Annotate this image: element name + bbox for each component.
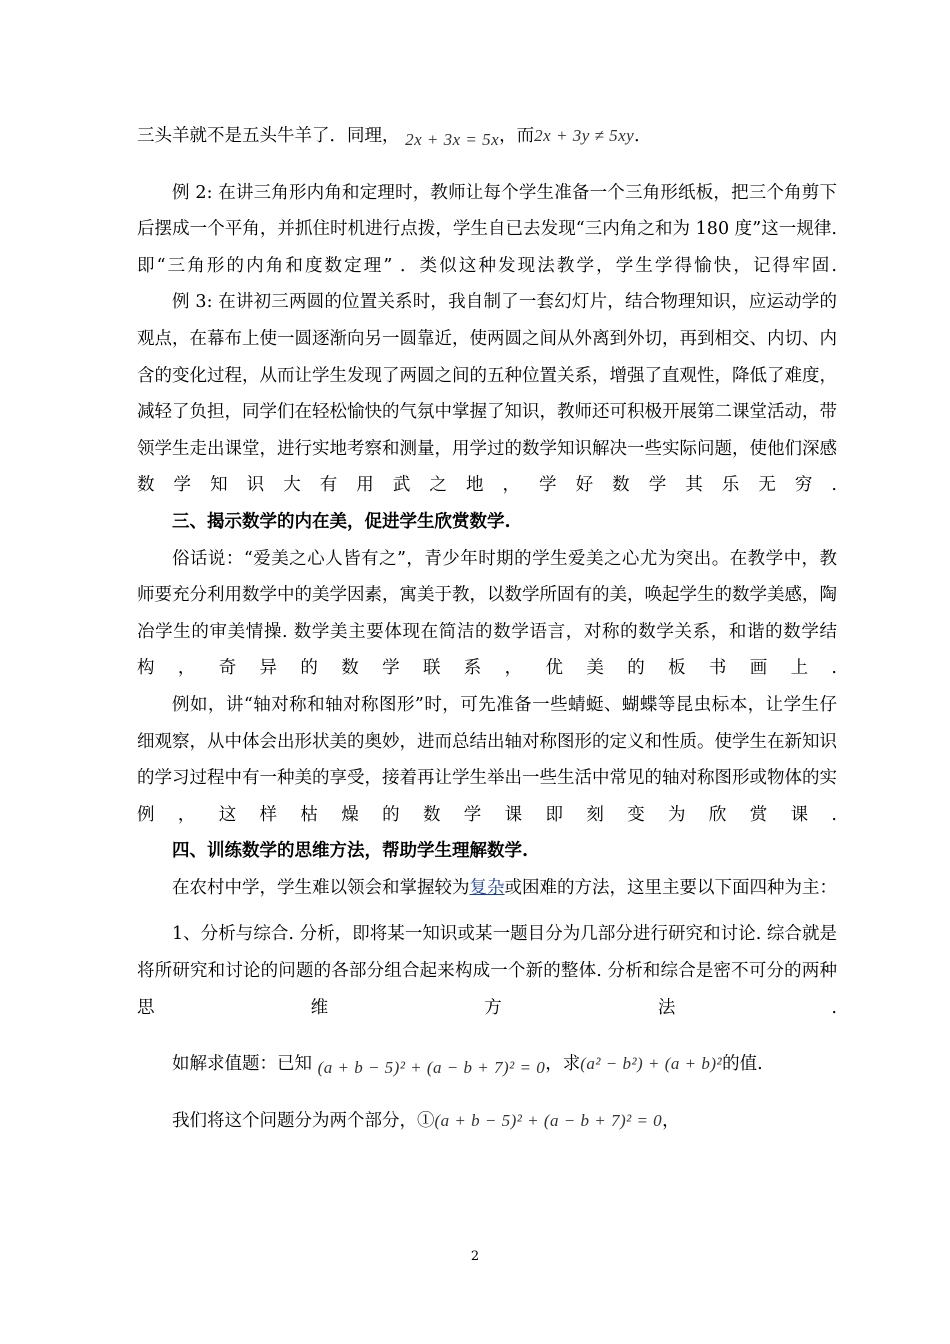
- paragraph-example-2: 例 2: 在讲三角形内角和定理时，教师让每个学生准备一个三角形纸板，把三个角剪下后摆成一个平角，并抓住时机进行点拨，学生自已去发现“三内角之和为 180 度”这一规律. 即“三角形的内角和度数定理” ．类似这种发现法教学，学生学得愉快，记得牢固.: [137, 182, 837, 276]
- paragraph-beauty: 俗话说：“爱美之心人皆有之”，青少年时期的学生爱美之心尤为突出。在教学中，教师要充分利用数学中的美学因素，寓美于教，以数学所固有的美，唤起学生的数学美感，陶冶学生的审美情操. 数学美主要体现在简洁的数学语言，对称的数学关系，和谐的数学结构，奇异的数学联系，优美的板书画上.: [137, 548, 837, 679]
- paragraph-1: [137, 118, 837, 155]
- equation: 2x + 3x = 5x: [405, 130, 500, 149]
- paragraph-text: ，求: [545, 1054, 581, 1075]
- paragraph-text: 或困难的方法，这里主要以下面四种为主：: [504, 877, 837, 898]
- equation: (a + b − 5)² + (a − b + 7)² = 0: [317, 1058, 546, 1078]
- paragraph-example-3: 例 3: 在讲初三两圆的位置关系时，我自制了一套幻灯片，结合物理知识，应运动学的观点，在幕布上使一圆逐渐向另一圆靠近，使两圆之间从外离到外切，再到相交、内切、内含的变化过程，从而让学生发现了两圆之间的五种位置关系，增强了直观性，降低了难度，减轻了负担，同学们在轻松愉快的气氛中掌握了知识，教师还可积极开展第二课堂活动，带领学生走出课堂，进行实地考察和测量，用学过的数学知识解决一些实际问题，使他们深感数学知识大有用武之地，学好数学其乐无穷.: [137, 292, 837, 496]
- hyperlink[interactable]: 复杂: [469, 877, 505, 898]
- section-heading-4: 四、训练数学的思维方法，帮助学生理解数学.: [172, 841, 529, 862]
- paragraph-symmetry: 例如，讲“轴对称和轴对称图形”时，可先准备一些蜻蜓、蝴蝶等昆虫标本，让学生仔细观察，从中体会出形状美的奥妙，进而总结出轴对称图形的定义和性质。使学生在新知识的学习过程中有一种美的享受，接着再让学生举出一些生活中常见的轴对称图形或物体的实例，这样枯燥的数学课即刻变为欣赏课.: [137, 694, 837, 825]
- paragraph-text: ，而: [499, 126, 535, 146]
- paragraph-split: [137, 1103, 837, 1140]
- equation: (a + b − 5)² + (a − b + 7)² = 0: [434, 1110, 663, 1130]
- paragraph-problem: [137, 1046, 837, 1083]
- paragraph-methods: [137, 870, 837, 907]
- paragraph-analysis: 1、分析与综合. 分析，即将某一知识或某一题目分为几部分进行研究和讨论. 综合就是将所研究和讨论的问题的各部分组合起来构成一个新的整体. 分析和综合是密不可分的两种思维方法.: [137, 924, 837, 1018]
- paragraph-text: 三头羊就不是五头牛羊了．同理，: [137, 126, 400, 146]
- paragraph-text: 在农村中学，学生难以领会和掌握较为: [172, 877, 470, 898]
- document-body: [137, 118, 837, 1139]
- equation: 2x + 3y ≠ 5xy: [534, 126, 635, 145]
- equation: (a² − b²) + (a + b)²: [580, 1054, 723, 1074]
- section-heading-3: 三、揭示数学的内在美，促进学生欣赏数学.: [172, 511, 511, 532]
- paragraph-text: 如解求值题：已知: [172, 1054, 318, 1075]
- page-number: 2: [470, 1249, 480, 1264]
- paragraph-text: 我们将这个问题分为两个部分，①: [172, 1110, 435, 1131]
- paragraph-text: 的值.: [722, 1054, 763, 1075]
- paragraph-text: ，: [662, 1110, 680, 1131]
- paragraph-text: ．: [634, 126, 652, 146]
